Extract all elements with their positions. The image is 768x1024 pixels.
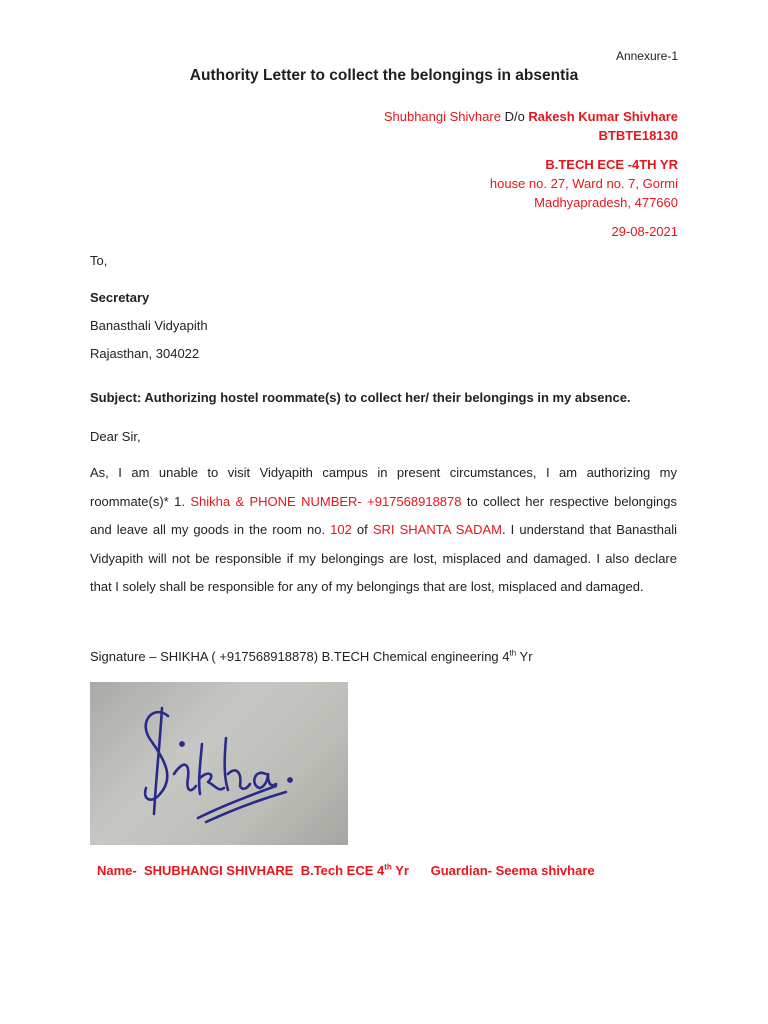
sender-name: Shubhangi Shivhare: [383, 109, 501, 124]
signature-line: [90, 649, 533, 664]
body-part-4: . I understand that Banasthali Vidyapith will not be responsible if my belongings are lost, misplaced and damaged. I also declare that I solely shall be responsible for any of my belongings that are lost, misplaced and damaged.: [90, 522, 677, 594]
footer-guardian: Yr Guardian- Seema shivhare: [391, 863, 595, 878]
to-label: To,: [90, 253, 108, 268]
greeting: Dear Sir,: [90, 429, 141, 444]
sender-relation: D/o: [504, 109, 525, 124]
recipient-institution: Banasthali Vidyapith: [90, 318, 208, 333]
footer-sup: th: [384, 862, 392, 872]
signature-line-sup: th: [509, 648, 517, 658]
letter-date: 29-08-2021: [611, 224, 678, 239]
annexure-label: Annexure-1: [615, 49, 678, 63]
room-number: 102: [330, 522, 352, 537]
hostel-name: SRI SHANTA SADAM: [372, 522, 502, 537]
roommate-details: Shikha & PHONE NUMBER- +917568918878: [190, 493, 462, 509]
body-part-2: to collect her respective belongings and leave all my goods in the room no.: [90, 493, 677, 537]
recipient-location: Rajasthan, 304022: [90, 346, 200, 361]
signature-image: [90, 682, 348, 845]
sender-name-line: [384, 109, 678, 124]
letter-title: Authority Letter to collect the belongings in absentia: [189, 67, 579, 84]
subject-line: Subject: Authorizing hostel roommate(s) to collect her/ their belongings in my absence.: [90, 390, 631, 405]
body-part-3: of: [351, 522, 373, 537]
signature-line-suffix: Yr: [516, 649, 533, 664]
footer-name-line: [97, 863, 595, 878]
recipient-designation: Secretary: [90, 290, 150, 305]
address-line-2: Madhyapradesh, 477660: [534, 195, 678, 210]
sender-parent: Rakesh Kumar Shivhare: [528, 109, 678, 124]
signature-line-text: Signature – SHIKHA ( +917568918878) B.TECH Chemical engineering 4: [90, 649, 510, 664]
footer-name: Name- SHUBHANGI SHIVHARE B.Tech ECE 4: [97, 863, 385, 878]
course: B.TECH ECE -4TH YR: [545, 157, 678, 172]
body-paragraph: [90, 459, 677, 602]
address-line-1: house no. 27, Ward no. 7, Gormi: [489, 176, 678, 191]
body-part-1: As, I am unable to visit Vidyapith campus in present circumstances, I am authorizing my roommate(s)* 1.: [90, 465, 677, 509]
roll-number: BTBTE18130: [598, 128, 678, 143]
signature-handwriting: [90, 682, 348, 845]
